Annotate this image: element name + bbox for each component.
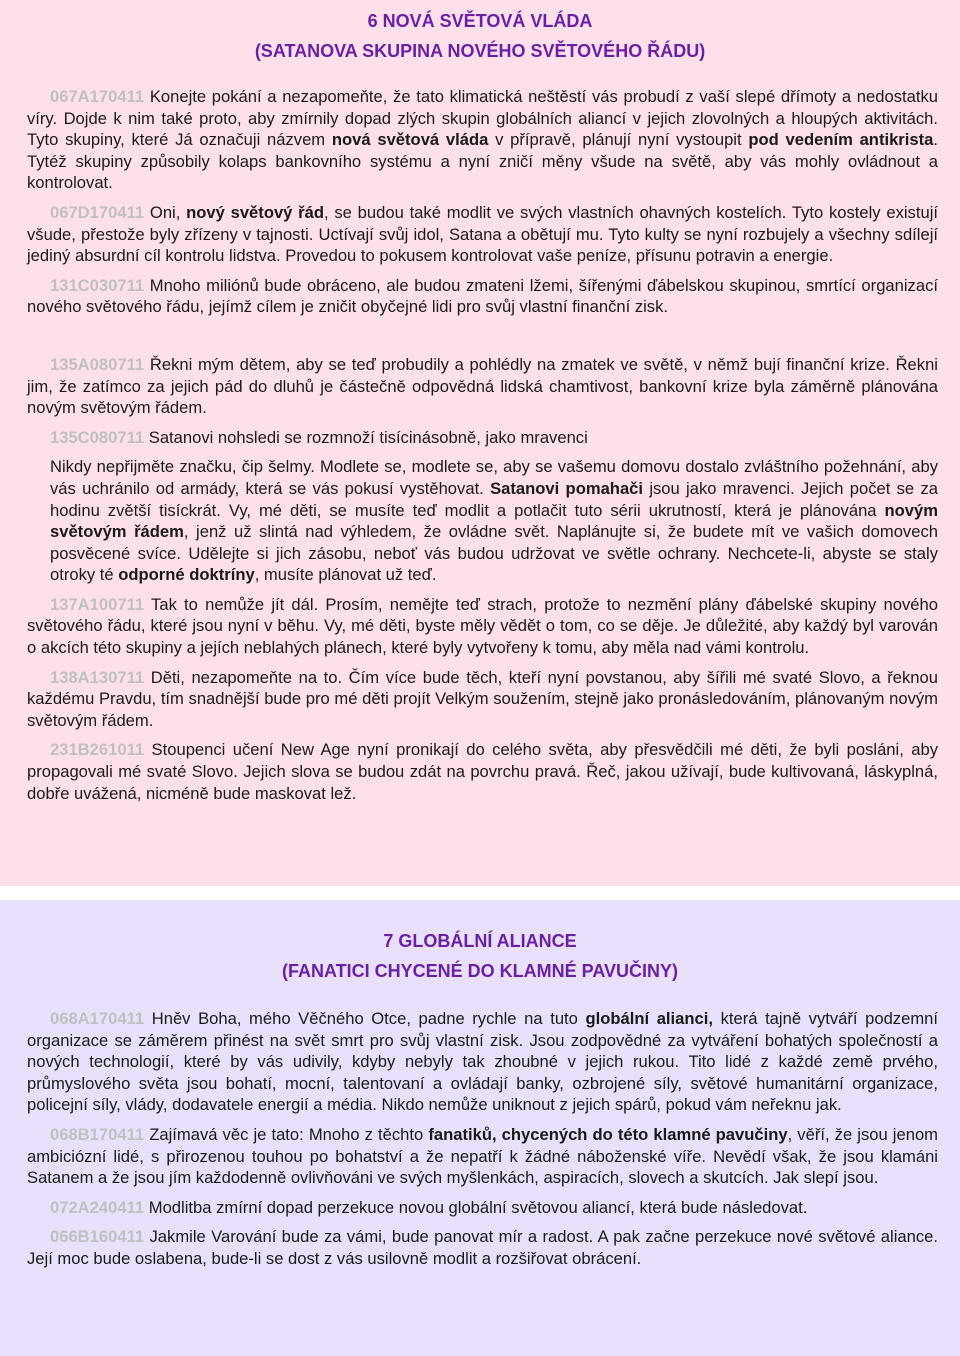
message-code: 068B170411 <box>50 1124 145 1144</box>
body-text: . Tytéž skupiny způsobily kolaps bankovního systému a nyní zničí měny všude na světě, aby vás mohly ovládnout a kontrolovat. <box>27 130 938 193</box>
body-text: Mnoho miliónů bude obráceno, ale budou zmateni lžemi, šířenými ďábelskou skupinou, smrtící organizací nového světového řádu, jejímž cílem je zničit obyčejné lidi pro svůj vlastní finanční zisk. <box>27 275 938 317</box>
section-title: 6 NOVÁ SVĚTOVÁ VLÁDA <box>367 11 593 31</box>
message-paragraph <box>27 456 938 586</box>
section-body <box>0 1008 960 1270</box>
message-code: 068A170411 <box>50 1009 145 1028</box>
emphasis-text: novým světovým řádem <box>50 500 938 542</box>
message-paragraph <box>27 275 938 318</box>
message-code: 131C030711 <box>50 275 145 295</box>
message-code: 231B261011 <box>50 740 145 760</box>
body-text: , se budou také modlit ve svých vlastních ohavných kostelích. Tyto kostely existují všude, přestože byly zřízeny v tajnosti. Uctívají svůj idol, Satana a obětují mu. Tyto kulty se nyní rozbujely a všechny sdílejí jediný absurdní cíl kontrolu lidstva. Provedou to pokusem kontrolovat vaše peníze, přísunu potravin a energie. <box>27 202 938 266</box>
message-paragraph <box>27 354 938 419</box>
body-text: Hněv Boha, mého Věčného Otce, padne rychle na tuto <box>144 1009 586 1028</box>
body-text: Modlitba zmírní dopad perzekuce novou globální světovou aliancí, která bude následovat. <box>144 1197 808 1217</box>
body-text: v přípravě, plánují nyní vystoupit <box>488 130 749 150</box>
emphasis-text: nový světový řád <box>186 202 324 222</box>
body-text: , věří, že jsou jenom ambiciózní lidé, s přirozenou touhou po bohatství a že nepatří k žádné náboženské víře. Nevědí však, že jsou klamáni Satanem a že jsou jím každodenně ovlivňováni ve svých myšlenkách, aspiracích, slovech a skutcích. Jak slepí jsou. <box>27 1124 938 1188</box>
emphasis-text: globální alianci, <box>585 1009 713 1028</box>
message-paragraph <box>27 202 938 267</box>
body-text: Stoupenci učení New Age nyní pronikají do celého světa, aby přesvědčili mé děti, že byli posláni, aby propagovali mé svaté Slovo. Jejich slova se budou zdát na povrchu pravá. Řeč, jakou užívají, bude kultivovaná, láskyplná, dobře uvážená, nicméně bude maskovat lež. <box>27 740 938 803</box>
message-paragraph <box>27 427 938 449</box>
message-code: 137A100711 <box>50 594 145 614</box>
body-text: , musíte plánovat už teď. <box>254 565 437 585</box>
body-text: Řekni mým dětem, aby se teď probudily a pohlédly na zmatek ve světě, v němž bují finanční krize. Řekni jim, že zatímco za jejich pád do dluhů je částečně odpovědná lidská chamtivost, bankovní krize byla záměrně plánována novým světovým řádem. <box>27 354 938 418</box>
body-text: Děti, nezapomeňte na to. Čím více bude těch, kteří nyní povstanou, aby šířili mé svaté Slovo, a řeknou každému Pravdu, tím snadnější bude pro mé děti projít Velkým soužením, stejně jako pronásledováním, plánovaným novým světovým řádem. <box>27 667 938 730</box>
body-text: , jenž už slintá nad výhledem, že ovládne svět. Naplánujte si, že budete mít ve vašich domovech posvěcené svíce. Udělejte si jich zásobu, neboť vás budou udržovat ve světle ochrany. Nechcete-li, abyste se staly otroky té <box>50 522 938 585</box>
message-paragraph <box>27 1124 938 1189</box>
body-text: Zajímavá věc je tato: Mnoho z těchto <box>144 1124 429 1144</box>
section-global-alliance <box>0 900 960 1356</box>
message-paragraph <box>27 739 938 804</box>
message-paragraph <box>27 594 938 659</box>
message-code: 135C080711 <box>50 427 145 447</box>
body-text: Satanovi nohsledi se rozmnoží tisícinásobně, jako mravenci <box>144 427 588 447</box>
section-subtitle: (FANATICI CHYCENÉ DO KLAMNÉ PAVUČINY) <box>282 961 678 981</box>
message-paragraph <box>27 86 938 194</box>
message-paragraph <box>27 1008 938 1116</box>
message-paragraph <box>27 1197 938 1219</box>
message-code: 067D170411 <box>50 202 145 222</box>
section-title: 7 GLOBÁLNÍ ALIANCE <box>383 931 577 951</box>
emphasis-text: nová světová vláda <box>331 130 489 150</box>
body-text: Oni, <box>144 202 187 222</box>
message-paragraph <box>27 667 938 732</box>
section-subtitle: (SATANOVA SKUPINA NOVÉHO SVĚTOVÉHO ŘÁDU) <box>254 41 706 61</box>
body-text: Nikdy nepřijměte značku, čip šelmy. Modlete se, modlete se, aby se vašemu domovu dostalo zvláštního požehnání, aby vás uchránilo od armády, která se vás pokusí vystěhovat. <box>50 457 938 498</box>
body-text: Tak to nemůže jít dál. Prosím, nemějte teď strach, protože to nezmění plány ďábelské skupiny nového světového řádu, které jsou nyní v běhu. Vy, mé děti, byste měly vědět o tom, co se děje. Je důležité, aby každý byl varován o akcích této skupiny a jejích neblahých plánech, které byly vytvořeny k tomu, aby měla nad vámi kontrolu. <box>27 594 938 658</box>
emphasis-text: odporné doktríny <box>118 565 255 585</box>
message-code: 066B160411 <box>50 1227 145 1247</box>
emphasis-text: pod vedením antikrista <box>748 130 934 150</box>
section-body <box>0 86 960 804</box>
emphasis-text: Satanovi pomahači <box>490 478 644 498</box>
body-text: Jakmile Varování bude za vámi, bude panovat mír a radost. A pak začne perzekuce nové světové aliance. Její moc bude oslabena, bude-li se dost z vás usilovně modlit a rozšiřovat obrácení. <box>27 1227 938 1268</box>
emphasis-text: fanatiků, chycených do této klamné pavučiny <box>428 1124 788 1144</box>
message-code: 067A170411 <box>50 87 145 106</box>
message-code: 138A130711 <box>50 667 145 687</box>
message-paragraph <box>27 1226 938 1269</box>
message-code: 072A240411 <box>50 1197 145 1217</box>
body-text: jsou jako mravenci. Jejich počet se za hodinu zvětší tisíckrát. Vy, mé děti, se musíte teď modlit a potlačit tuto sérii ukrutností, která je plánována <box>50 478 938 520</box>
body-text: Konejte pokání a nezapomeňte, že tato klimatická neštěstí vás probudí z vaší slepé dřímoty a nedostatku víry. Dojde k nim také proto, aby zmírnily dopad zlých skupin globálních aliancí v jejich zlovolných a hloupých aktivitách. Tyto skupiny, které Já označuji názvem <box>27 87 938 150</box>
body-text: která tajně vytváří podzemní organizace se záměrem přinést na svět smrt pro svůj vlastní zisk. Jsou zodpovědné za vytváření bohatých společností a nových technologií, které by vás udivily, kdyby nebyly tak zhoubné v jejich rukou. Tito lidé z každé země prvého, průmyslového světa jsou bohatí, mocní, talentovaní a ovládají banky, ozbrojené síly, světové humanitární organizace, policejní síly, vlády, dodavatele energií a média. Nikdo nemůže uniknout z jejich spárů, pokud vám neřeknu jak. <box>27 1009 938 1115</box>
message-code: 135A080711 <box>50 354 145 374</box>
